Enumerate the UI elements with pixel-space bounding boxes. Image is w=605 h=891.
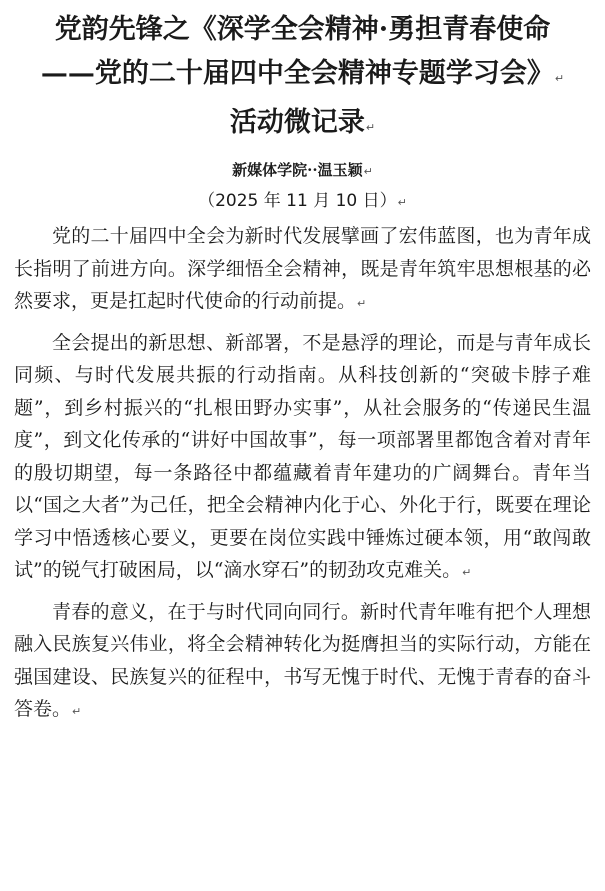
paragraph-2 bbox=[14, 327, 591, 590]
paragraph-1-text: 党的二十届四中全会为新时代发展擘画了宏伟蓝图，也为青年成长指明了前进方向。深学细悟全会精神，既是青年筑牢思想根基的必然要求，更是扛起时代使命的行动前提。 bbox=[14, 225, 591, 312]
title-line-3 bbox=[14, 101, 591, 150]
paragraph-mark-icon: ↵ bbox=[365, 121, 376, 134]
article-date bbox=[14, 188, 591, 216]
article-title bbox=[14, 8, 591, 150]
article-date-text: （2025 年 11 月 10 日） bbox=[198, 191, 397, 211]
paragraph-mark-icon: ↵ bbox=[462, 566, 472, 579]
title-line-3-text: 活动微记录 bbox=[229, 107, 365, 138]
author-byline bbox=[14, 158, 591, 184]
title-line-2-text: ——党的二十届四中全会精神专题学习会》 bbox=[40, 58, 554, 89]
paragraph-2-text: 全会提出的新思想、新部署，不是悬浮的理论，而是与青年成长同频、与时代发展共振的行动指南。从科技创新的“突破卡脖子难题”，到乡村振兴的“扎根田野办实事”，从社会服务的“传递民生温度”，到文化传承的“讲好中国故事”，每一项部署里都饱含着对青年的殷切期望，每一条路径中都蕴藏着青年建功的广阔舞台。青年当以“国之大者”为己任，把全会精神内化于心、外化于行，既要在理论学习中悟透核心要义，更要在岗位实践中锤炼过硬本领，用“敢闯敢试”的锐气打破困局，以“滴水穿石”的韧劲攻克难关。 bbox=[14, 331, 591, 581]
paragraph-mark-icon: ↵ bbox=[363, 165, 373, 178]
paragraph-mark-icon: ↵ bbox=[72, 705, 82, 718]
paragraph-mark-icon: ↵ bbox=[554, 72, 565, 85]
title-line-2 bbox=[14, 52, 591, 101]
author-byline-text: 新媒体学院··温玉颖 bbox=[232, 161, 363, 179]
article-body bbox=[14, 220, 591, 729]
paragraph-1 bbox=[14, 220, 591, 321]
paragraph-3-text: 青春的意义，在于与时代同向同行。新时代青年唯有把个人理想融入民族复兴伟业，将全会精神转化为挺膺担当的实际行动，方能在强国建设、民族复兴的征程中，书写无愧于时代、无愧于青春的奋斗答卷。 bbox=[14, 600, 591, 720]
paragraph-mark-icon: ↵ bbox=[397, 196, 407, 209]
title-line-1 bbox=[14, 8, 591, 52]
paragraph-mark-icon: ↵ bbox=[357, 297, 367, 310]
title-line-1-text: 党韵先锋之《深学全会精神·勇担青春使命 bbox=[54, 14, 551, 45]
paragraph-3 bbox=[14, 596, 591, 729]
